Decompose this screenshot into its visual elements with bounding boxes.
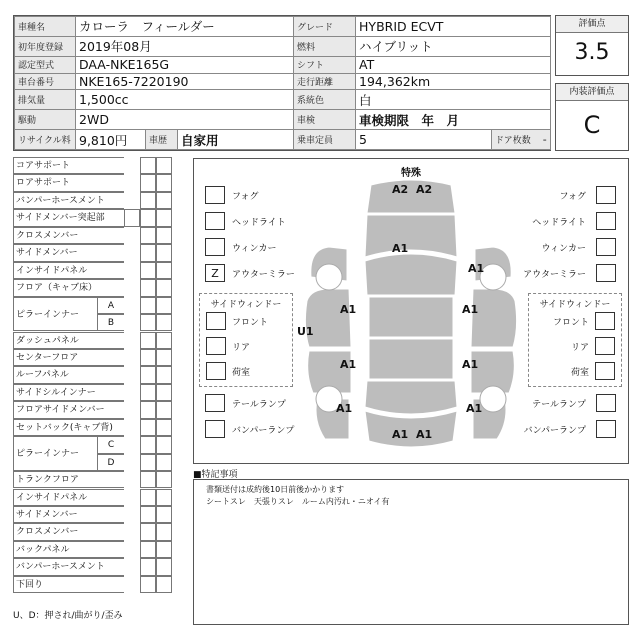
pillar-sub-label: A bbox=[97, 297, 124, 314]
recycle-label: リサイクル料 bbox=[15, 130, 76, 150]
part-check-2[interactable] bbox=[156, 157, 172, 174]
part-check-2[interactable] bbox=[156, 401, 172, 418]
left-taillamp-check[interactable] bbox=[205, 394, 225, 412]
part-check-2[interactable] bbox=[156, 384, 172, 401]
right-taillamp-check[interactable] bbox=[596, 394, 616, 412]
part-check[interactable] bbox=[140, 157, 156, 174]
header-label: グレード bbox=[294, 17, 356, 37]
part-check-2[interactable] bbox=[156, 436, 172, 453]
right-front-door bbox=[471, 289, 517, 347]
vehicle-info-table bbox=[13, 15, 551, 151]
mark-right-quarter: A1 bbox=[466, 402, 483, 415]
left-mirror-check[interactable]: Z bbox=[205, 264, 225, 282]
mark-right-fender: A1 bbox=[468, 262, 485, 275]
part-row bbox=[13, 558, 175, 575]
part-check[interactable] bbox=[140, 436, 156, 453]
part-check-2[interactable] bbox=[156, 314, 172, 331]
header-label: 走行距離 bbox=[294, 73, 356, 90]
part-check[interactable] bbox=[140, 332, 156, 349]
inspection-value: 車検期限 年 月 bbox=[356, 110, 551, 130]
drive-value: 2WD bbox=[76, 110, 294, 130]
part-check-2[interactable] bbox=[156, 349, 172, 366]
left-sw-front-check[interactable] bbox=[206, 312, 226, 330]
part-label: バンパーホースメント bbox=[13, 558, 124, 575]
header-value: DAA-NKE165G bbox=[76, 56, 294, 73]
right-winker-check[interactable] bbox=[596, 238, 616, 256]
pillar-sub-label: B bbox=[97, 314, 124, 331]
header-value: 1,500cc bbox=[76, 90, 294, 110]
interior-rating-label: 内装評価点 bbox=[556, 84, 628, 101]
left-front-door bbox=[305, 289, 351, 347]
part-check-2[interactable] bbox=[156, 262, 172, 279]
part-row bbox=[13, 506, 175, 523]
part-label: ピラーインナー bbox=[13, 297, 97, 332]
pillar-sub-label: C bbox=[97, 436, 124, 453]
part-label: コアサポート bbox=[13, 157, 124, 174]
rear-window-panel bbox=[365, 381, 457, 414]
part-label: バックパネル bbox=[13, 541, 124, 558]
right-taillamp-label: テールランプ bbox=[532, 400, 586, 410]
header-label: 燃料 bbox=[294, 36, 356, 56]
part-check-2[interactable] bbox=[156, 192, 172, 209]
mark-right-front-door: A1 bbox=[462, 303, 479, 316]
right-side-window-group bbox=[528, 293, 622, 387]
mark-rear-2: A1 bbox=[416, 428, 433, 441]
header-label: 車台番号 bbox=[15, 73, 76, 90]
part-row bbox=[13, 541, 175, 558]
mark-left-quarter: A1 bbox=[336, 402, 353, 415]
doors-value: - bbox=[542, 133, 547, 147]
header-label: シフト bbox=[294, 56, 356, 73]
remarks-title: ■特記事項 bbox=[193, 470, 238, 480]
left-bumperlamp-check[interactable] bbox=[205, 420, 225, 438]
part-check-2[interactable] bbox=[156, 244, 172, 261]
header-label: 車種名 bbox=[15, 17, 76, 37]
part-check[interactable] bbox=[140, 174, 156, 191]
remarks-line-2: シートスレ 天張りスレ ルーム内汚れ・ニオイ有 bbox=[206, 497, 390, 506]
part-check-2[interactable] bbox=[156, 489, 172, 506]
part-check[interactable] bbox=[140, 297, 156, 314]
part-check-2[interactable] bbox=[156, 419, 172, 436]
part-check-2[interactable] bbox=[156, 366, 172, 383]
left-winker-check[interactable] bbox=[205, 238, 225, 256]
left-winker-label: ウィンカー bbox=[232, 244, 277, 254]
header-value: 2019年08月 bbox=[76, 36, 294, 56]
left-mirror-label: アウターミラー bbox=[232, 270, 295, 280]
right-headlight-label: ヘッドライト bbox=[532, 218, 586, 228]
left-sw-cargo-label: 荷室 bbox=[232, 368, 251, 378]
part-check[interactable] bbox=[140, 558, 156, 575]
recycle-value: 9,810円 bbox=[76, 130, 146, 150]
left-headlight-label: ヘッドライト bbox=[232, 218, 286, 228]
part-label: ピラーインナー bbox=[13, 436, 97, 471]
right-winker-label: ウィンカー bbox=[541, 244, 586, 254]
left-sw-cargo-check[interactable] bbox=[206, 362, 226, 380]
rating-value: 3.5 bbox=[574, 40, 610, 65]
inspection-label: 車検 bbox=[294, 110, 356, 130]
part-row bbox=[13, 401, 175, 418]
mark-roof: A1 bbox=[392, 242, 409, 255]
history-value: 自家用 bbox=[178, 130, 294, 150]
right-sw-cargo-label: 荷室 bbox=[570, 368, 589, 378]
header-value: NKE165-7220190 bbox=[76, 73, 294, 90]
part-row bbox=[13, 209, 175, 226]
rating-box bbox=[555, 15, 629, 76]
part-check[interactable] bbox=[140, 401, 156, 418]
part-check[interactable] bbox=[140, 227, 156, 244]
doors-cell bbox=[492, 130, 551, 150]
left-taillamp-label: テールランプ bbox=[232, 400, 286, 410]
left-fog-label: フォグ bbox=[232, 192, 259, 202]
header-label: 排気量 bbox=[15, 90, 76, 110]
part-check[interactable] bbox=[140, 279, 156, 296]
part-check[interactable] bbox=[140, 244, 156, 261]
part-label: ダッシュパネル bbox=[13, 332, 124, 349]
part-row bbox=[13, 471, 175, 488]
part-label: インサイドパネル bbox=[13, 489, 124, 506]
part-row bbox=[13, 314, 175, 331]
part-row bbox=[13, 157, 175, 174]
damage-diagram bbox=[193, 158, 629, 464]
part-check-2[interactable] bbox=[156, 297, 172, 314]
part-row bbox=[13, 436, 175, 460]
part-check-2[interactable] bbox=[156, 541, 172, 558]
part-label: センターフロア bbox=[13, 349, 124, 366]
header-value: HYBRID ECVT bbox=[356, 17, 551, 37]
part-check-2[interactable] bbox=[156, 332, 172, 349]
part-check[interactable] bbox=[140, 506, 156, 523]
right-bumperlamp-check[interactable] bbox=[596, 420, 616, 438]
header-label: 認定型式 bbox=[15, 56, 76, 73]
part-label: セットバック(キャブ背) bbox=[13, 419, 124, 436]
hood-panel bbox=[367, 180, 455, 213]
part-label: インサイドパネル bbox=[13, 262, 124, 279]
part-check-2[interactable] bbox=[156, 506, 172, 523]
right-fog-label: フォグ bbox=[559, 192, 586, 202]
part-row bbox=[13, 489, 175, 506]
right-bumperlamp-label: バンパーランプ bbox=[523, 426, 586, 436]
trunk-panel bbox=[365, 411, 457, 447]
left-sw-front-label: フロント bbox=[232, 318, 269, 328]
right-sw-cargo-check[interactable] bbox=[595, 362, 615, 380]
part-check[interactable] bbox=[140, 489, 156, 506]
part-row bbox=[13, 366, 175, 383]
left-headlight-check[interactable] bbox=[205, 212, 225, 230]
left-sw-rear-check[interactable] bbox=[206, 337, 226, 355]
windshield-panel bbox=[365, 254, 457, 295]
header-value: ハイブリット bbox=[356, 36, 551, 56]
interior-rating-value: C bbox=[583, 111, 601, 139]
right-mirror-label: アウターミラー bbox=[523, 270, 586, 280]
part-row bbox=[13, 384, 175, 401]
left-bumperlamp-label: バンパーランプ bbox=[232, 426, 295, 436]
part-check-2[interactable] bbox=[156, 454, 172, 471]
part-row bbox=[13, 576, 175, 593]
part-check[interactable] bbox=[140, 454, 156, 471]
part-row bbox=[13, 227, 175, 244]
part-row bbox=[13, 244, 175, 261]
part-check-2[interactable] bbox=[156, 523, 172, 540]
right-sw-rear-label: リア bbox=[570, 343, 589, 353]
part-label: サイドメンバー bbox=[13, 506, 124, 523]
interior-rating-box bbox=[555, 83, 629, 151]
right-side-window-title: サイドウィンドー bbox=[539, 300, 611, 310]
remarks-box bbox=[193, 479, 629, 625]
part-check-left[interactable] bbox=[124, 209, 140, 226]
part-check-2[interactable] bbox=[156, 576, 172, 593]
part-label: トランクフロア bbox=[13, 471, 124, 488]
part-check[interactable] bbox=[140, 471, 156, 488]
part-check[interactable] bbox=[140, 262, 156, 279]
header-value: 194,362km bbox=[356, 73, 551, 90]
part-label: フロアサイドメンバー bbox=[13, 401, 124, 418]
part-label: ルーフパネル bbox=[13, 366, 124, 383]
part-check[interactable] bbox=[140, 384, 156, 401]
header-value: 白 bbox=[356, 90, 551, 110]
part-row bbox=[13, 454, 175, 471]
mark-right-rear-door: A1 bbox=[462, 358, 479, 371]
right-headlight-check[interactable] bbox=[596, 212, 616, 230]
diagram-title: 特殊 bbox=[401, 168, 421, 179]
part-row bbox=[13, 419, 175, 436]
part-check-2[interactable] bbox=[156, 209, 172, 226]
part-check[interactable] bbox=[140, 419, 156, 436]
part-check-2[interactable] bbox=[156, 174, 172, 191]
part-label: サイドメンバー突起部 bbox=[13, 209, 124, 226]
part-label: フロア（キャブ床） bbox=[13, 279, 124, 296]
mark-hood-2: A2 bbox=[416, 183, 433, 196]
part-check-2[interactable] bbox=[156, 227, 172, 244]
part-label: クロスメンバー bbox=[13, 523, 124, 540]
roof-panel bbox=[369, 297, 453, 337]
mark-left-rear-door: A1 bbox=[340, 358, 357, 371]
left-fog-check[interactable] bbox=[205, 186, 225, 204]
part-check[interactable] bbox=[140, 366, 156, 383]
rating-label: 評価点 bbox=[556, 16, 628, 33]
part-check[interactable] bbox=[140, 349, 156, 366]
part-check[interactable] bbox=[140, 209, 156, 226]
part-label: クロスメンバー bbox=[13, 227, 124, 244]
part-row bbox=[13, 332, 175, 349]
header-value: カローラ フィールダー bbox=[76, 17, 294, 37]
part-check[interactable] bbox=[140, 192, 156, 209]
capacity-value: 5 bbox=[356, 130, 492, 150]
part-label: ロアサポート bbox=[13, 174, 124, 191]
header-value: AT bbox=[356, 56, 551, 73]
mark-hood-1: A2 bbox=[392, 183, 409, 196]
remarks-line-1: 書類送付は成約後10日前後かかります bbox=[206, 485, 345, 494]
hood-lower-panel bbox=[365, 215, 457, 257]
part-check[interactable] bbox=[140, 576, 156, 593]
mark-left-front-door: A1 bbox=[340, 303, 357, 316]
part-label: バンパーホースメント bbox=[13, 192, 124, 209]
header-label: 系統色 bbox=[294, 90, 356, 110]
part-row bbox=[13, 297, 175, 320]
right-sw-front-check[interactable] bbox=[595, 312, 615, 330]
right-sw-front-label: フロント bbox=[552, 318, 589, 328]
left-side-window-group bbox=[199, 293, 293, 387]
car-body-diagram bbox=[289, 177, 534, 457]
mark-rear-1: A1 bbox=[392, 428, 409, 441]
pillar-sub-label: D bbox=[97, 454, 124, 471]
right-sw-rear-check[interactable] bbox=[595, 337, 615, 355]
header-label: 初年度登録 bbox=[15, 36, 76, 56]
part-check[interactable] bbox=[140, 523, 156, 540]
right-mirror-check[interactable] bbox=[596, 264, 616, 282]
right-fog-check[interactable] bbox=[596, 186, 616, 204]
doors-label: ドア枚数 bbox=[495, 136, 531, 147]
mark-left-front-door-u: U1 bbox=[297, 325, 314, 338]
part-check-2[interactable] bbox=[156, 471, 172, 488]
drive-label: 駆動 bbox=[15, 110, 76, 130]
right-rear-wheel bbox=[480, 386, 506, 412]
part-row bbox=[13, 523, 175, 540]
left-front-wheel bbox=[316, 264, 342, 290]
history-label: 車歴 bbox=[146, 130, 178, 150]
legend-text: U、D：押され/曲がり/歪み bbox=[13, 611, 123, 621]
left-side-window-title: サイドウィンドー bbox=[210, 300, 282, 310]
part-check[interactable] bbox=[140, 541, 156, 558]
part-row bbox=[13, 174, 175, 191]
part-row bbox=[13, 192, 175, 209]
part-row bbox=[13, 279, 175, 296]
part-label: サイドシルインナー bbox=[13, 384, 124, 401]
part-row bbox=[13, 349, 175, 366]
part-row bbox=[13, 262, 175, 279]
part-check-2[interactable] bbox=[156, 279, 172, 296]
part-check-2[interactable] bbox=[156, 558, 172, 575]
roof-rear-panel bbox=[369, 339, 453, 379]
left-sw-rear-label: リア bbox=[232, 343, 251, 353]
part-label: 下回り bbox=[13, 576, 124, 593]
part-label: サイドメンバー bbox=[13, 244, 124, 261]
part-check[interactable] bbox=[140, 314, 156, 331]
capacity-label: 乗車定員 bbox=[294, 130, 356, 150]
